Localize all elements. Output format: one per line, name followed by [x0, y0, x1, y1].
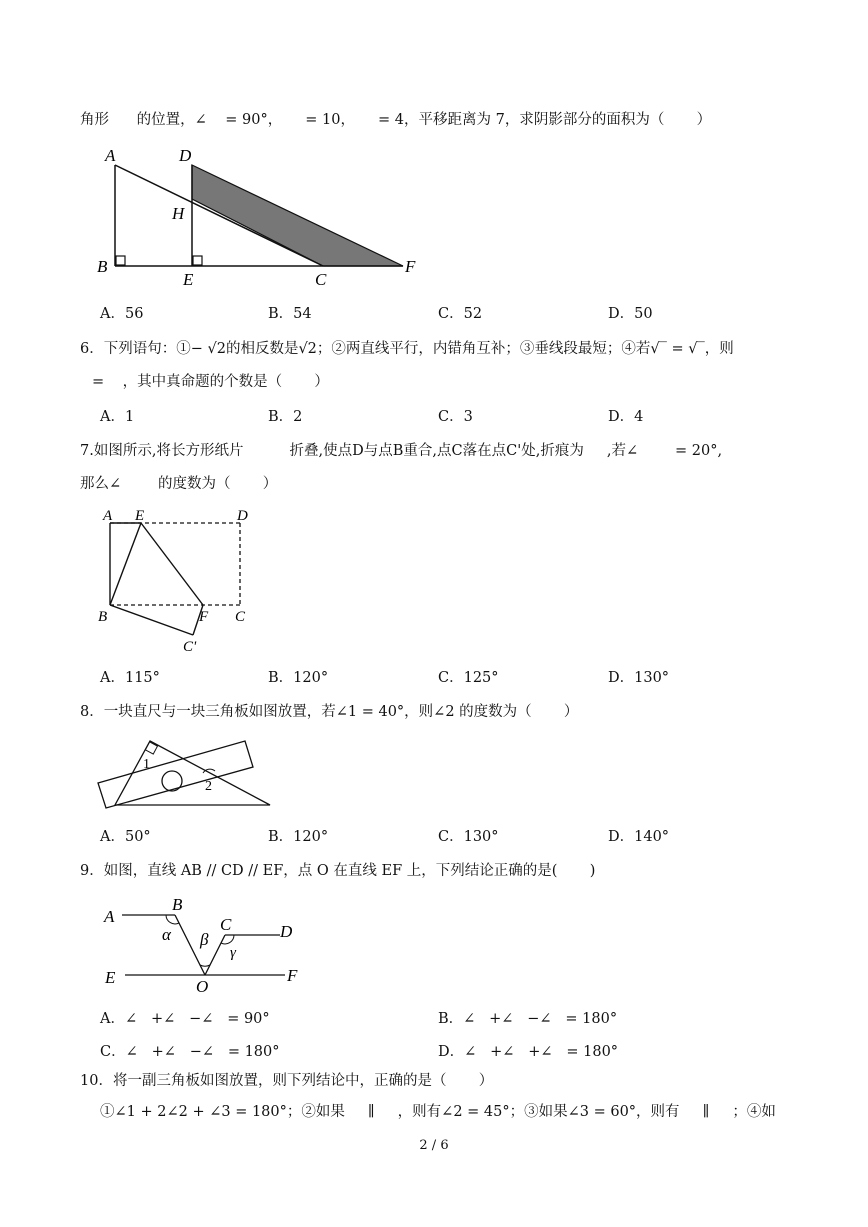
label-D: D — [237, 508, 248, 524]
label-F: F — [287, 966, 298, 985]
q6-line1: 6．下列语句：①− √2的相反数是√2；②两直线平行，内错角互补；③垂线段最短；④若√‾ = √‾，则 — [80, 341, 734, 357]
q9-stem: 9．如图，直线 AB // CD // EF，点 O 在直线 EF 上，下列结论正确的是( ) — [80, 863, 596, 879]
angle-2-label: 2 — [205, 779, 212, 794]
q7-option-b: B．120° — [268, 670, 329, 686]
label-beta: β — [200, 930, 209, 949]
q5-option-a: A．56 — [100, 306, 144, 322]
q8-option-c: C．130° — [438, 829, 499, 845]
q7-option-c: C．125° — [438, 670, 499, 686]
q9-option-a: A．∠ +∠ −∠ = 90° — [100, 1011, 270, 1027]
label-E: E — [105, 968, 116, 987]
q7-option-a: A．115° — [100, 670, 160, 686]
page-number: 2 / 6 — [419, 1138, 449, 1153]
q5-option-d: D．50 — [608, 306, 653, 322]
label-E: E — [183, 270, 194, 288]
label-B: B — [98, 609, 108, 625]
q5-option-b: B．54 — [268, 306, 312, 322]
label-D: D — [179, 146, 192, 165]
label-C: C — [235, 609, 246, 625]
q6-option-d: D．4 — [608, 409, 644, 425]
q8-stem: 8．一块直尺与一块三角板如图放置，若∠1 = 40°，则∠2 的度数为（ ） — [80, 704, 579, 720]
q10-line2: ①∠1 + 2∠2 + ∠3 = 180°；②如果 ∥ ，则有∠2 = 45°；③如果∠3 = 60°，则有 ∥ ；④如 — [100, 1104, 776, 1120]
label-D: D — [280, 922, 293, 941]
q9-figure — [100, 893, 310, 993]
label-alpha: α — [162, 925, 171, 944]
set-square — [115, 741, 270, 805]
q6-line2: = ，其中真命题的个数是（ ） — [92, 374, 329, 390]
label-A: A — [103, 508, 113, 524]
q6-option-b: B．2 — [268, 409, 303, 425]
q8-figure — [95, 733, 275, 813]
q5-stem: 角形 的位置，∠ = 90°， = 10， = 4，平移距离为 7，求阴影部分的面积为（ ） — [80, 112, 712, 128]
label-C-prime: C' — [183, 639, 197, 655]
q8-option-b: B．120° — [268, 829, 329, 845]
q8-option-a: A．50° — [100, 829, 151, 845]
q8-option-d: D．140° — [608, 829, 670, 845]
q6-option-c: C．3 — [438, 409, 473, 425]
q7-line1: 7.如图所示,将长方形纸片 折叠,使点D与点B重合,点C落在点C'处,折痕为 ,若∠ = 20°, — [80, 443, 723, 459]
q9-option-c: C．∠ +∠ −∠ = 180° — [100, 1044, 280, 1060]
label-B: B — [172, 895, 183, 914]
q5-figure — [95, 143, 425, 288]
label-H: H — [172, 204, 185, 223]
q7-figure — [95, 505, 260, 655]
label-A: A — [104, 907, 115, 926]
label-gamma: γ — [230, 945, 236, 961]
q7-line2: 那么∠ 的度数为（ ） — [80, 476, 278, 492]
ruler-hole — [162, 771, 182, 791]
ruler — [98, 741, 253, 808]
label-C: C — [315, 270, 327, 288]
q9-option-b: B．∠ +∠ −∠ = 180° — [438, 1011, 618, 1027]
q9-option-d: D．∠ +∠ +∠ = 180° — [438, 1044, 619, 1060]
label-F: F — [199, 609, 209, 625]
label-C: C — [220, 915, 232, 934]
q7-option-d: D．130° — [608, 670, 670, 686]
label-O: O — [196, 977, 209, 993]
q5-option-c: C．52 — [438, 306, 483, 322]
q6-option-a: A．1 — [100, 409, 135, 425]
shaded-region — [192, 165, 403, 266]
label-E: E — [135, 508, 145, 524]
angle-1-label: 1 — [143, 757, 150, 772]
label-A: A — [105, 146, 116, 165]
q10-stem: 10．将一副三角板如图放置，则下列结论中，正确的是（ ） — [80, 1073, 494, 1089]
label-F: F — [405, 257, 416, 276]
label-B: B — [97, 257, 108, 276]
